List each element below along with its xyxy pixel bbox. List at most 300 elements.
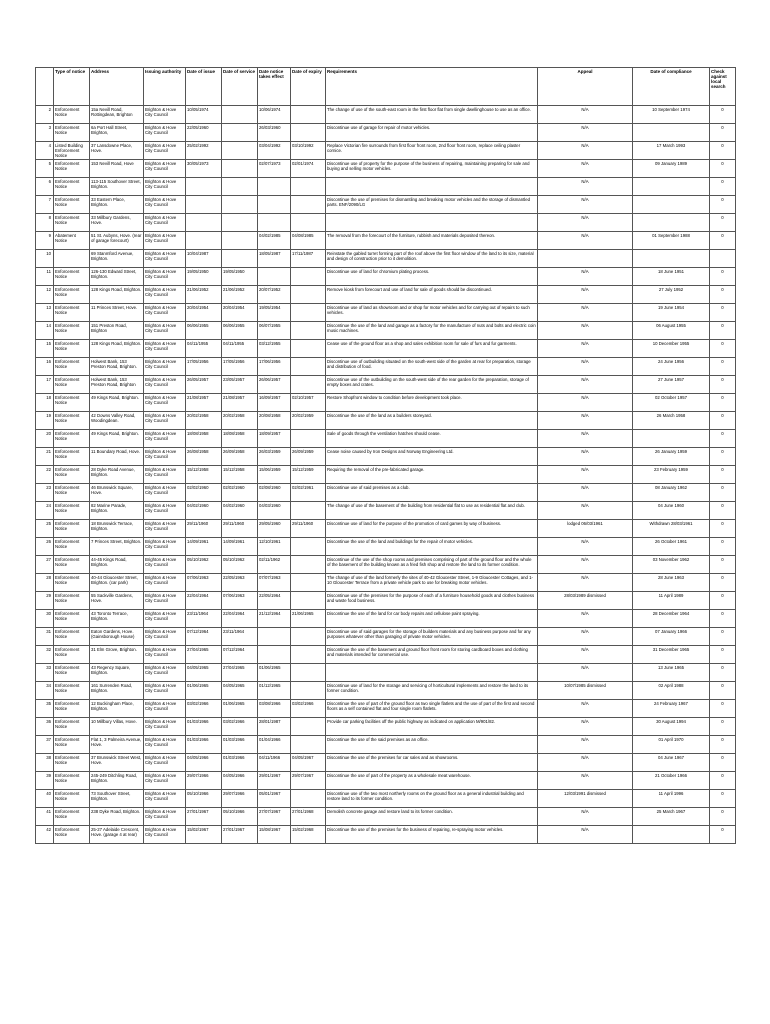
requirements-cell: Discontinue use of said premises as a club. (326, 484, 538, 502)
notice-type-cell: Enforcement Notice (54, 376, 90, 394)
date-of-expiry-cell (291, 718, 326, 736)
check-local-search-cell: 0 (710, 412, 736, 430)
table-row (36, 826, 736, 844)
table-row (36, 304, 736, 322)
appeal-cell: N/A (538, 196, 633, 214)
requirements-cell: Reinstate the gabled turret forming part of the roof above the first floor window of the land to its size, material and design of construction prior to it demolition. (326, 250, 538, 268)
address-cell: 161 Surrenden Road, Brighton. (90, 682, 144, 700)
check-local-search-cell: 0 (710, 466, 736, 484)
table-row (36, 322, 736, 340)
appeal-cell: N/A (538, 772, 633, 790)
check-local-search-cell: 0 (710, 340, 736, 358)
row-number-cell: 5 (36, 160, 54, 178)
date-of-service-cell: 21/08/1957 (222, 394, 258, 412)
date-of-compliance-cell (633, 178, 710, 196)
header-num (36, 68, 54, 106)
check-local-search-cell: 0 (710, 484, 736, 502)
appeal-cell: N/A (538, 664, 633, 682)
date-of-compliance-cell: 24 February 1967 (633, 700, 710, 718)
issuing-authority-cell: Brighton & Hove City Council (144, 700, 186, 718)
date-of-issue-cell: 03/02/1966 (186, 700, 222, 718)
row-number-cell: 10 (36, 250, 54, 268)
issuing-authority-cell: Brighton & Hove City Council (144, 772, 186, 790)
notice-type-cell: Enforcement Notice (54, 646, 90, 664)
date-of-expiry-cell: 21/06/1965 (291, 610, 326, 628)
requirements-cell: The removal from the forecourt of the furniture, rubbish and materials deposited thereon. (326, 232, 538, 250)
address-cell: 28 Dyke Road Avenue, Brighton. (90, 466, 144, 484)
check-local-search-cell: 0 (710, 538, 736, 556)
address-cell: 69 Stanmford Avenue, Brighton. (90, 250, 144, 268)
date-of-expiry-cell (291, 268, 326, 286)
date-of-expiry-cell (291, 214, 326, 232)
requirements-cell: Demolish concrete garage and restore land to its former condition. (326, 808, 538, 826)
header-authority: Issuing authority (144, 68, 186, 106)
row-number-cell: 13 (36, 304, 54, 322)
date-of-issue-cell: 22/04/1964 (186, 592, 222, 610)
check-local-search-cell: 0 (710, 304, 736, 322)
issuing-authority-cell: Brighton & Hove City Council (144, 826, 186, 844)
row-number-cell: 9 (36, 232, 54, 250)
issuing-authority-cell: Brighton & Hove City Council (144, 286, 186, 304)
requirements-cell: The change of use of the basement of the building from residential flat to use as residential flat and club. (326, 502, 538, 520)
table-row (36, 340, 736, 358)
requirements-cell: Discontinue the use of the said premises as an office. (326, 736, 538, 754)
issuing-authority-cell: Brighton & Hove City Council (144, 610, 186, 628)
table-row (36, 736, 736, 754)
requirements-cell: Cease noise caused by Iron Designs and Norway Engineering Ltd. (326, 448, 538, 466)
notice-type-cell: Enforcement Notice (54, 664, 90, 682)
check-local-search-cell: 0 (710, 682, 736, 700)
table-row (36, 628, 736, 646)
date-of-service-cell: 23/05/1957 (222, 376, 258, 394)
issuing-authority-cell: Brighton & Hove City Council (144, 556, 186, 574)
table-row (36, 196, 736, 214)
date-of-issue-cell: 27/04/1965 (186, 646, 222, 664)
date-of-expiry-cell: 04/05/1967 (291, 754, 326, 772)
date-of-expiry-cell (291, 124, 326, 142)
check-local-search-cell: 0 (710, 700, 736, 718)
table-row (36, 250, 736, 268)
appeal-cell: N/A (538, 646, 633, 664)
date-of-issue-cell (186, 232, 222, 250)
date-of-issue-cell: 19/05/1950 (186, 268, 222, 286)
row-number-cell: 32 (36, 646, 54, 664)
table-row (36, 772, 736, 790)
notice-type-cell: Enforcement Notice (54, 178, 90, 196)
notice-type-cell: Enforcement Notice (54, 772, 90, 790)
notice-type-cell: Enforcement Notice (54, 340, 90, 358)
address-cell: 42 Downs Valley Road, Woodingdean. (90, 412, 144, 430)
notice-type-cell: Enforcement Notice (54, 718, 90, 736)
table-row (36, 448, 736, 466)
requirements-cell (326, 664, 538, 682)
date-of-service-cell: 05/10/1962 (222, 556, 258, 574)
requirements-cell: Remove kiosk from forecourt and use of land for sale of goods should be discontinued. (326, 286, 538, 304)
date-of-compliance-cell: 01 April 1970 (633, 736, 710, 754)
check-local-search-cell: 0 (710, 376, 736, 394)
date-of-service-cell (222, 124, 258, 142)
date-of-issue-cell: 01/03/1966 (186, 718, 222, 736)
check-local-search-cell: 0 (710, 178, 736, 196)
requirements-cell: Replace Victorian fire surrounds from first floor front room, 2nd floor front room, replace ceiling plaster cornice. (326, 142, 538, 160)
date-of-expiry-cell (291, 646, 326, 664)
date-of-service-cell: 23/11/1964 (222, 628, 258, 646)
issuing-authority-cell: Brighton & Hove City Council (144, 412, 186, 430)
date-of-issue-cell: 29/11/1960 (186, 520, 222, 538)
table-row (36, 268, 736, 286)
address-cell: 55 Sackville Gardens, Hove. (90, 592, 144, 610)
appeal-cell: N/A (538, 502, 633, 520)
date-of-service-cell: 18/08/1958 (222, 430, 258, 448)
row-number-cell: 16 (36, 358, 54, 376)
notice-type-cell: Enforcement Notice (54, 574, 90, 592)
appeal-cell: N/A (538, 268, 633, 286)
appeal-cell: N/A (538, 628, 633, 646)
row-number-cell: 41 (36, 808, 54, 826)
appeal-cell: N/A (538, 538, 633, 556)
issuing-authority-cell: Brighton & Hove City Council (144, 340, 186, 358)
table-row (36, 286, 736, 304)
date-takes-effect-cell: 26/06/1957 (258, 376, 291, 394)
date-of-expiry-cell: 20/02/1959 (291, 412, 326, 430)
date-of-issue-cell: 21/08/1957 (186, 394, 222, 412)
date-of-service-cell (222, 106, 258, 124)
header-takes-effect: Date notice takes effect (258, 68, 291, 106)
row-number-cell: 38 (36, 754, 54, 772)
appeal-cell: N/A (538, 124, 633, 142)
address-cell: 33 Eastern Place, Brighton. (90, 196, 144, 214)
address-cell: 49 Kings Road, Brighton. (90, 394, 144, 412)
requirements-cell: Discontinue the use of the land as a builders storeyard. (326, 412, 538, 430)
check-local-search-cell: 0 (710, 772, 736, 790)
row-number-cell: 2 (36, 106, 54, 124)
date-takes-effect-cell: 18/05/1987 (258, 250, 291, 268)
header-row (36, 68, 736, 106)
check-local-search-cell: 0 (710, 394, 736, 412)
row-number-cell: 34 (36, 682, 54, 700)
check-local-search-cell: 0 (710, 610, 736, 628)
date-of-compliance-cell: 03 November 1962 (633, 556, 710, 574)
table-row (36, 610, 736, 628)
appeal-cell: 10/07/1985 dismissed (538, 682, 633, 700)
date-of-compliance-cell: 18 June 1951 (633, 268, 710, 286)
date-of-issue-cell: 22/05/1960 (186, 124, 222, 142)
table-row (36, 808, 736, 826)
issuing-authority-cell: Brighton & Hove City Council (144, 736, 186, 754)
requirements-cell: Discontinue use of the premises for the purpose of each of a furniture household goods and clothes business and waste food business. (326, 592, 538, 610)
row-number-cell: 30 (36, 610, 54, 628)
notice-type-cell: Enforcement Notice (54, 304, 90, 322)
issuing-authority-cell: Brighton & Hove City Council (144, 664, 186, 682)
requirements-cell: Discontinue the use of part of the ground floor as two single flatlets and the use of part of the first and second floors as a self contained flat and four single room flatlets. (326, 700, 538, 718)
header-date-issue: Date of issue (186, 68, 222, 106)
row-number-cell: 17 (36, 376, 54, 394)
row-number-cell: 24 (36, 502, 54, 520)
requirements-cell: Discontinue the use of the basement and ground floor front room for storing cardboard boxes and clothing and materials intended for commercial use. (326, 646, 538, 664)
issuing-authority-cell: Brighton & Hove City Council (144, 790, 186, 808)
row-number-cell: 25 (36, 520, 54, 538)
date-takes-effect-cell: 03/08/1966 (258, 700, 291, 718)
date-of-compliance-cell: 01 September 1988 (633, 232, 710, 250)
date-of-service-cell: 07/12/1964 (222, 646, 258, 664)
date-of-issue-cell: 01/06/1965 (186, 682, 222, 700)
date-of-service-cell: 01/03/1966 (222, 754, 258, 772)
requirements-cell: Discontinue use of land for chromium plating process. (326, 268, 538, 286)
date-of-issue-cell: 10/04/1987 (186, 250, 222, 268)
requirements-cell: Discontinue use of land for the purpose of the promotion of card games by way of business. (326, 520, 538, 538)
notice-type-cell: Enforcement Notice (54, 484, 90, 502)
date-of-issue-cell: 27/01/1967 (186, 808, 222, 826)
issuing-authority-cell: Brighton & Hove City Council (144, 268, 186, 286)
check-local-search-cell: 0 (710, 358, 736, 376)
date-takes-effect-cell: 21/12/1964 (258, 610, 291, 628)
notice-type-cell: Enforcement Notice (54, 502, 90, 520)
date-of-compliance-cell: 02 April 1988 (633, 682, 710, 700)
requirements-cell: Restore Shopfront window to condition before development took place. (326, 394, 538, 412)
date-of-compliance-cell: 27 July 1952 (633, 286, 710, 304)
table-row (36, 502, 736, 520)
date-of-compliance-cell: 28 June 1963 (633, 574, 710, 592)
requirements-cell: Discontinue the use of the land and buildings for the repair of motor vehicles. (326, 538, 538, 556)
date-of-compliance-cell: 21 October 1966 (633, 772, 710, 790)
date-of-service-cell (222, 160, 258, 178)
appeal-cell: 12/03/1991 dismissed (538, 790, 633, 808)
row-number-cell: 39 (36, 772, 54, 790)
date-of-issue-cell: 07/06/1963 (186, 574, 222, 592)
check-local-search-cell: 0 (710, 160, 736, 178)
issuing-authority-cell: Brighton & Hove City Council (144, 160, 186, 178)
requirements-cell: Discontinue the use of the land for car body repairs and cellulose paint spraying. (326, 610, 538, 628)
header-type: Type of notice (54, 68, 90, 106)
check-local-search-cell: 0 (710, 628, 736, 646)
header-requirements: Requirements (326, 68, 538, 106)
header-appeal: Appeal (538, 68, 633, 106)
address-cell: 31 Elm Grove, Brighton. (90, 646, 144, 664)
date-of-service-cell: 20/02/1958 (222, 412, 258, 430)
date-of-expiry-cell: 27/01/1968 (291, 808, 326, 826)
issuing-authority-cell: Brighton & Hove City Council (144, 574, 186, 592)
date-of-compliance-cell: 06 August 1955 (633, 322, 710, 340)
issuing-authority-cell: Brighton & Hove City Council (144, 808, 186, 826)
date-takes-effect-cell (258, 214, 291, 232)
notice-type-cell: Enforcement Notice (54, 520, 90, 538)
date-takes-effect-cell: 10/06/1974 (258, 106, 291, 124)
issuing-authority-cell: Brighton & Hove City Council (144, 718, 186, 736)
table-row (36, 178, 736, 196)
date-of-service-cell (222, 214, 258, 232)
date-of-compliance-cell: 23 February 1959 (633, 466, 710, 484)
notice-type-cell: Enforcement Notice (54, 556, 90, 574)
date-takes-effect-cell: 19/05/1954 (258, 304, 291, 322)
requirements-cell: Discontinue the use of the premises for car sales and as showrooms. (326, 754, 538, 772)
date-takes-effect-cell (258, 178, 291, 196)
check-local-search-cell: 0 (710, 556, 736, 574)
check-local-search-cell: 0 (710, 286, 736, 304)
row-number-cell: 18 (36, 394, 54, 412)
date-of-compliance-cell: 25 March 1967 (633, 808, 710, 826)
table-body (36, 106, 736, 844)
date-takes-effect-cell: 03/12/1955 (258, 340, 291, 358)
date-of-expiry-cell (291, 178, 326, 196)
date-takes-effect-cell (258, 268, 291, 286)
date-of-expiry-cell (291, 430, 326, 448)
check-local-search-cell: 0 (710, 826, 736, 844)
address-cell: 40-44 Gloucester Street, Brighton. (car park) (90, 574, 144, 592)
table-row (36, 754, 736, 772)
requirements-cell: Discontinue use of land as showroom and or shop for motor vehicles and for carrying out of repairs to such vehicles. (326, 304, 538, 322)
appeal-cell: N/A (538, 394, 633, 412)
date-takes-effect-cell: 06/07/1955 (258, 322, 291, 340)
date-of-service-cell: 04/02/1960 (222, 502, 258, 520)
appeal-cell: N/A (538, 376, 633, 394)
issuing-authority-cell: Brighton & Hove City Council (144, 754, 186, 772)
issuing-authority-cell: Brighton & Hove City Council (144, 358, 186, 376)
date-of-compliance-cell (633, 214, 710, 232)
check-local-search-cell: 0 (710, 448, 736, 466)
date-of-service-cell: 04/11/1955 (222, 340, 258, 358)
date-takes-effect-cell: 05/01/1967 (258, 790, 291, 808)
date-of-compliance-cell: 04 June 1960 (633, 502, 710, 520)
date-of-service-cell: 01/03/1966 (222, 736, 258, 754)
date-of-expiry-cell (291, 358, 326, 376)
header-date-service: Date of service (222, 68, 258, 106)
date-of-service-cell (222, 196, 258, 214)
notice-type-cell: Enforcement Notice (54, 826, 90, 844)
date-takes-effect-cell: 28/01/1987 (258, 718, 291, 736)
requirements-cell: The change of use of the south-east room in the first floor flat from single dwellinghouse to use as an office. (326, 106, 538, 124)
appeal-cell: N/A (538, 106, 633, 124)
date-takes-effect-cell: 02/07/1973 (258, 160, 291, 178)
date-of-expiry-cell: 02/10/1957 (291, 394, 326, 412)
date-of-compliance-cell: 27 June 1957 (633, 376, 710, 394)
address-cell: 82 Marine Parade, Brighton. (90, 502, 144, 520)
appeal-cell: N/A (538, 700, 633, 718)
date-of-compliance-cell: 28 December 1964 (633, 610, 710, 628)
check-local-search-cell: 0 (710, 322, 736, 340)
date-of-compliance-cell: 13 June 1965 (633, 664, 710, 682)
date-of-compliance-cell (633, 826, 710, 844)
date-of-issue-cell: 10/05/1974 (186, 106, 222, 124)
address-cell: 6a Port Hall Street, Brighton, (90, 124, 144, 142)
date-takes-effect-cell: 04/03/1960 (258, 502, 291, 520)
address-cell: 46 Brunswick Square, Hove. (90, 484, 144, 502)
date-of-service-cell: 27/01/1967 (222, 826, 258, 844)
address-cell: 153 Nevill Road, Hove (90, 160, 144, 178)
date-of-service-cell (222, 178, 258, 196)
date-of-expiry-cell: 02/01/1974 (291, 160, 326, 178)
date-of-issue-cell: 15/02/1967 (186, 826, 222, 844)
date-of-issue-cell: 01/03/1966 (186, 736, 222, 754)
date-of-issue-cell (186, 178, 222, 196)
date-of-compliance-cell: 31 December 1965 (633, 646, 710, 664)
issuing-authority-cell: Brighton & Hove City Council (144, 628, 186, 646)
date-of-compliance-cell (633, 430, 710, 448)
issuing-authority-cell: Brighton & Hove City Council (144, 322, 186, 340)
requirements-cell: Discontinue use of said garages for the storage of builders materials and any business purpose and for any purposes whatever other than garaging of private motor vehicles. (326, 628, 538, 646)
check-local-search-cell (710, 250, 736, 268)
check-local-search-cell: 0 (710, 124, 736, 142)
table-row (36, 106, 736, 124)
notice-type-cell: Enforcement Notice (54, 610, 90, 628)
address-cell: 25-27 Adelaide Crescent, Hove. (garage 4 at rear) (90, 826, 144, 844)
row-number-cell: 35 (36, 700, 54, 718)
date-of-compliance-cell: 26 October 1961 (633, 538, 710, 556)
enforcement-notices-table (35, 67, 736, 844)
date-of-issue-cell: 26/05/1957 (186, 376, 222, 394)
issuing-authority-cell: Brighton & Hove City Council (144, 196, 186, 214)
date-of-issue-cell (186, 214, 222, 232)
date-of-service-cell: 01/06/1965 (222, 700, 258, 718)
issuing-authority-cell: Brighton & Hove City Council (144, 682, 186, 700)
appeal-cell: N/A (538, 610, 633, 628)
date-of-issue-cell: 21/06/1952 (186, 286, 222, 304)
date-takes-effect-cell (258, 646, 291, 664)
date-of-compliance-cell: 19 June 1954 (633, 304, 710, 322)
notice-type-cell: Enforcement Notice (54, 394, 90, 412)
address-cell: 12 Buckingham Place, Brighton. (90, 700, 144, 718)
row-number-cell: 6 (36, 178, 54, 196)
row-number-cell: 23 (36, 484, 54, 502)
date-of-compliance-cell: 10 December 1955 (633, 340, 710, 358)
date-takes-effect-cell: 01/06/1965 (258, 664, 291, 682)
row-number-cell: 4 (36, 142, 54, 160)
date-of-compliance-cell: 08 January 1962 (633, 484, 710, 502)
notice-type-cell: Enforcement Notice (54, 682, 90, 700)
table-row (36, 556, 736, 574)
date-of-compliance-cell: 26 January 1959 (633, 448, 710, 466)
date-takes-effect-cell: 22/05/1964 (258, 592, 291, 610)
check-local-search-cell: 0 (710, 754, 736, 772)
date-of-compliance-cell: 10 September 1974 (633, 106, 710, 124)
notice-type-cell: Enforcement Notice (54, 214, 90, 232)
address-cell: 37 Brunswick Street West, Hove. (90, 754, 144, 772)
date-of-service-cell (222, 142, 258, 160)
table-row (36, 574, 736, 592)
check-local-search-cell: 0 (710, 268, 736, 286)
table-row (36, 520, 736, 538)
appeal-cell: N/A (538, 214, 633, 232)
address-cell: 238 Dyke Road, Brighton. (90, 808, 144, 826)
date-takes-effect-cell: 27/07/1967 (258, 808, 291, 826)
row-number-cell: 37 (36, 736, 54, 754)
table-row (36, 232, 736, 250)
date-of-expiry-cell: 29/07/1967 (291, 772, 326, 790)
date-takes-effect-cell: 15/06/1959 (258, 466, 291, 484)
date-of-service-cell: 14/09/1961 (222, 538, 258, 556)
date-of-expiry-cell (291, 574, 326, 592)
row-number-cell: 21 (36, 448, 54, 466)
row-number-cell: 31 (36, 628, 54, 646)
date-of-expiry-cell (291, 736, 326, 754)
date-of-expiry-cell (291, 682, 326, 700)
notice-type-cell: Enforcement Notice (54, 754, 90, 772)
address-cell: Holwest Bank, 153 Preston Road, Brighton. (90, 358, 144, 376)
date-of-expiry-cell (291, 376, 326, 394)
notice-type-cell: Enforcement Notice (54, 736, 90, 754)
appeal-cell: lodged 06/03/1961 (538, 520, 633, 538)
row-number-cell: 33 (36, 664, 54, 682)
notice-type-cell: Enforcement Notice (54, 808, 90, 826)
date-of-service-cell: 27/04/1965 (222, 664, 258, 682)
appeal-cell: N/A (538, 466, 633, 484)
date-takes-effect-cell: 04/02/1985 (258, 232, 291, 250)
date-of-issue-cell: 26/08/1958 (186, 448, 222, 466)
requirements-cell: Discontinue use of the two most northerly rooms on the ground floor as a general industrial building and restore land to its former condition. (326, 790, 538, 808)
address-cell: 44-45 Kings Road, Brighton. (90, 556, 144, 574)
table-row (36, 646, 736, 664)
date-of-service-cell: 19/05/1950 (222, 268, 258, 286)
date-of-service-cell: 29/11/1960 (222, 520, 258, 538)
